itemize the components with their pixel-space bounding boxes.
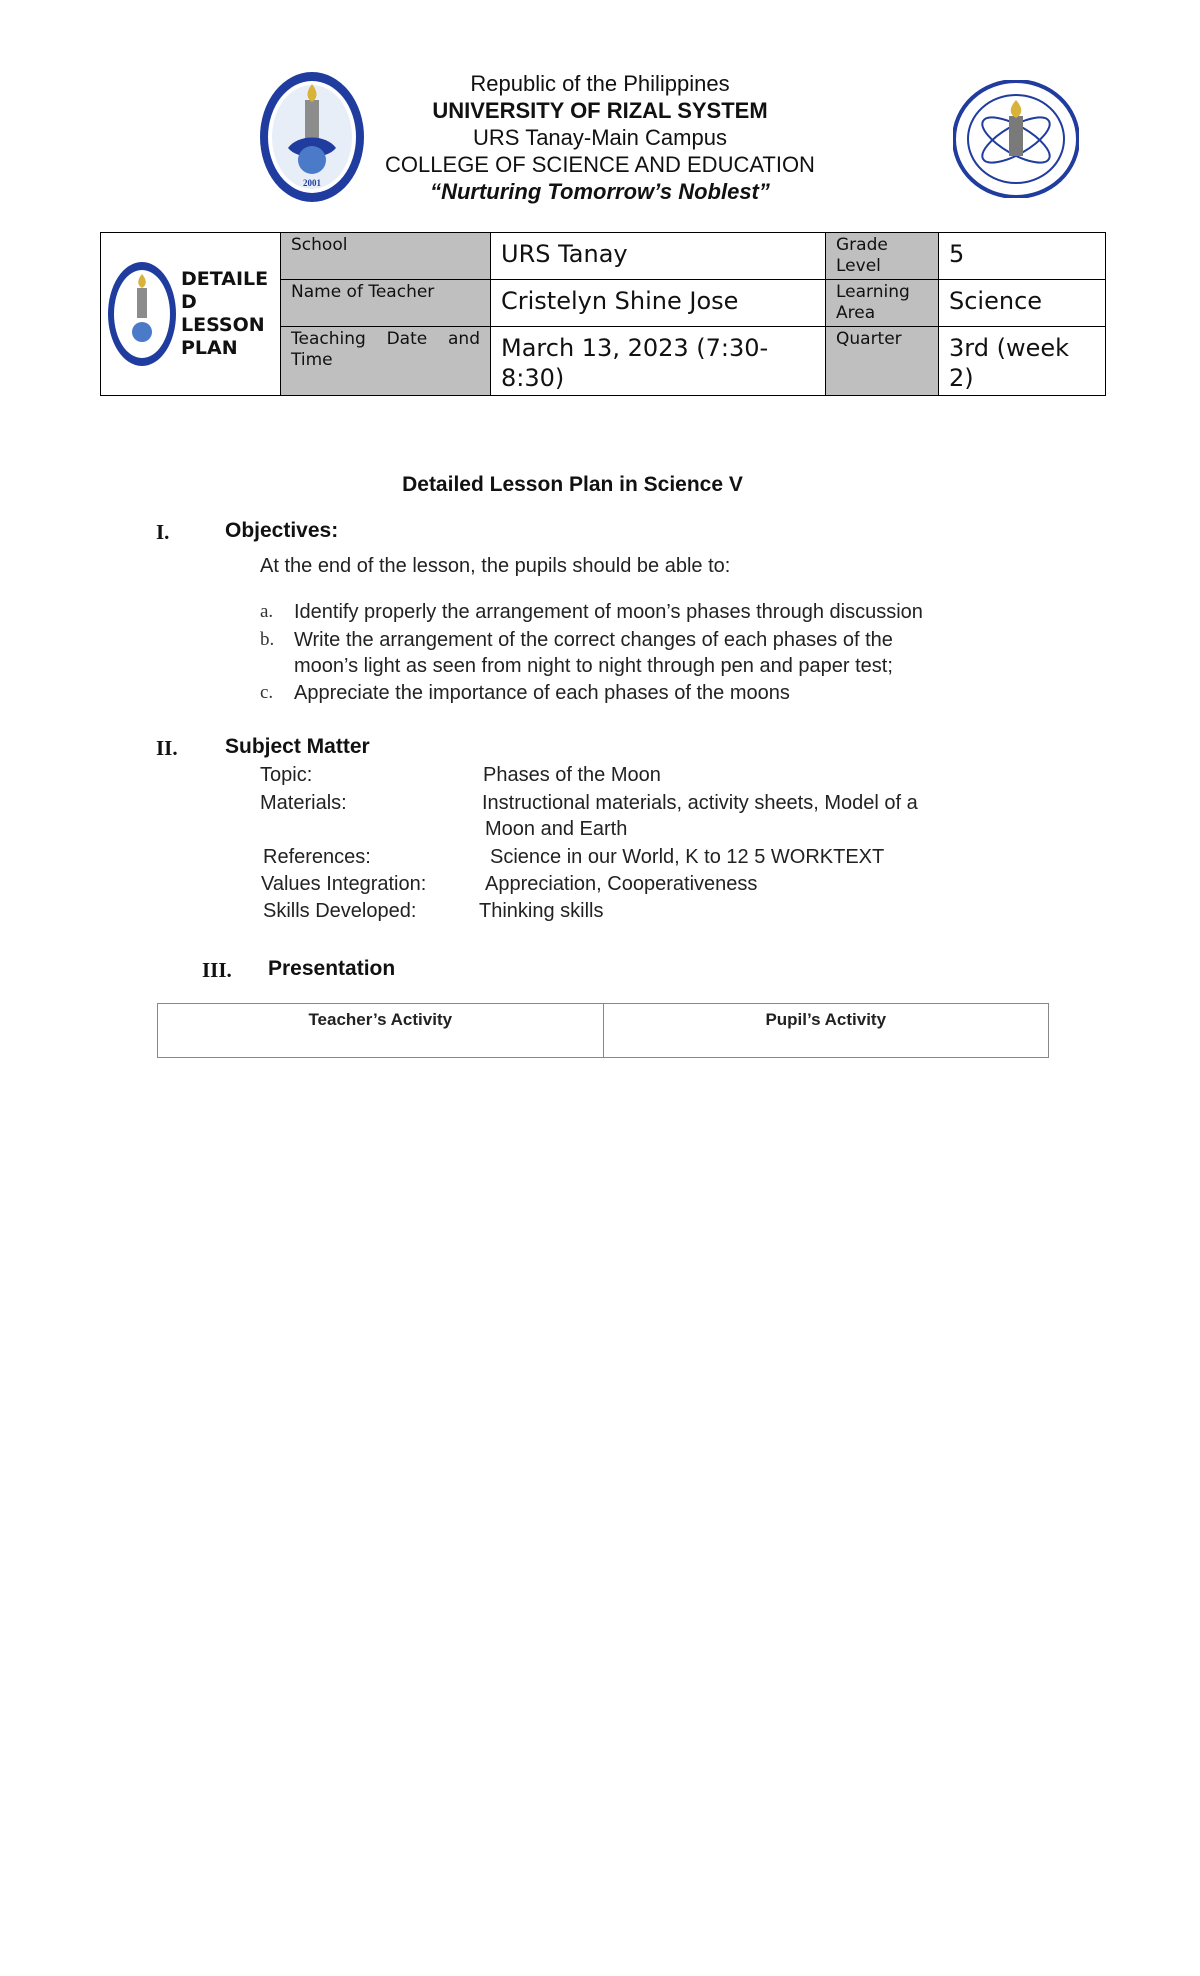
area-value: Science: [939, 280, 1106, 327]
objective-a-text: Identify properly the arrangement of moon’s phases through discussion: [294, 601, 923, 623]
quarter-value: 3rd (week 2): [939, 327, 1106, 396]
school-value: URS Tanay: [491, 233, 826, 280]
presentation-table: [157, 1003, 1049, 1058]
objective-b-text: Write the arrangement of the correct changes of each phases of the: [294, 629, 893, 651]
objectives-heading: Objectives:: [225, 519, 339, 542]
teacher-value: Cristelyn Shine Jose: [491, 280, 826, 327]
teacher-label: Name of Teacher: [281, 280, 491, 327]
datetime-value: March 13, 2023 (7:30- 8:30): [491, 327, 826, 396]
materials-value-cont: Moon and Earth: [485, 818, 628, 840]
objective-a-letter: a.: [260, 601, 274, 622]
lesson-info-table: [100, 232, 1106, 396]
seal-year: 2001: [303, 178, 321, 188]
objective-c-text: Appreciate the importance of each phases of the moons: [294, 682, 790, 704]
area-label: Learning Area: [826, 280, 939, 327]
skills-label: Skills Developed:: [263, 900, 417, 922]
topic-value: Phases of the Moon: [483, 764, 661, 786]
values-label: Values Integration:: [261, 873, 427, 895]
datetime-label: Teaching Date and Time: [281, 327, 491, 396]
objectives-intro: At the end of the lesson, the pupils should be able to:: [260, 555, 731, 577]
lesson-plan-brand: [101, 233, 281, 396]
references-label: References:: [263, 846, 371, 868]
subject-heading: Subject Matter: [225, 735, 370, 758]
objectives-numeral: I.: [156, 520, 170, 544]
teacher-activity-header: Teacher’s Activity: [158, 1004, 604, 1058]
materials-label: Materials:: [260, 792, 347, 814]
campus-name: URS Tanay-Main Campus: [473, 125, 727, 150]
cse-seal-right: [953, 80, 1079, 198]
school-label: School: [281, 233, 491, 280]
republic-line: Republic of the Philippines: [470, 71, 730, 96]
quarter-label: Quarter: [826, 327, 939, 396]
subject-numeral: II.: [156, 736, 178, 760]
college-name: COLLEGE OF SCIENCE AND EDUCATION: [385, 152, 815, 177]
letterhead: [300, 70, 900, 205]
presentation-heading: Presentation: [268, 957, 396, 980]
references-value: Science in our World, K to 12 5 WORKTEXT: [490, 846, 885, 868]
objective-b-text-cont: moon’s light as seen from night to night through pen and paper test;: [294, 655, 893, 677]
materials-value: Instructional materials, activity sheets, Model of a: [482, 792, 918, 814]
skills-value: Thinking skills: [479, 900, 604, 922]
objective-b-letter: b.: [260, 629, 275, 650]
grade-value: 5: [939, 233, 1106, 280]
grade-label: Grade Level: [826, 233, 939, 280]
document-title: Detailed Lesson Plan in Science V: [402, 473, 743, 496]
values-value: Appreciation, Cooperativeness: [485, 873, 758, 895]
topic-label: Topic:: [260, 764, 313, 786]
urs-seal-small-icon: [107, 260, 177, 368]
brand-title: DETAILE D LESSON PLAN: [181, 268, 269, 359]
presentation-numeral: III.: [202, 958, 232, 982]
pupil-activity-header: Pupil’s Activity: [603, 1004, 1049, 1058]
motto: “Nurturing Tomorrow’s Noblest”: [430, 179, 770, 204]
objective-c-letter: c.: [260, 682, 274, 703]
university-name: UNIVERSITY OF RIZAL SYSTEM: [432, 98, 768, 123]
